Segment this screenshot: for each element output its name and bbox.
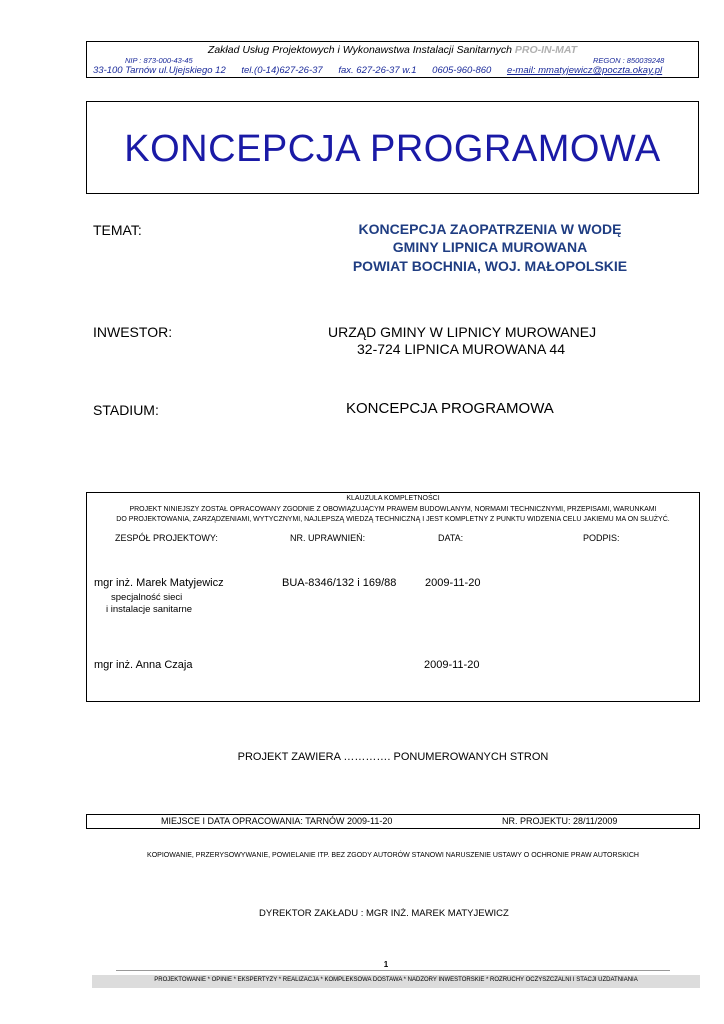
company-header xyxy=(86,41,699,78)
company-fax: fax. 627-26-37 w.1 xyxy=(338,65,417,76)
company-mobile: 0605-960-860 xyxy=(432,65,492,76)
member-1-spec-2: i instalacje sanitarne xyxy=(106,604,193,615)
title-box xyxy=(86,101,699,194)
header-date: DATA: xyxy=(438,533,464,543)
document-title: KONCEPCJA PROGRAMOWA xyxy=(124,128,661,170)
header-license: NR. UPRAWNIEŃ: xyxy=(290,533,366,543)
member-1-spec-1: specjalność sieci xyxy=(111,592,183,603)
klauzula-text-1: PROJEKT NINIEJSZY ZOSTAŁ OPRACOWANY ZGODNIE Z OBOWIĄZUJĄCYM PRAWEM BUDOWLANYM, NORMAMI TECHNICZNYMI, PRZEPISAMI, WARUNKAMI xyxy=(129,506,657,513)
header-signature: PODPIS: xyxy=(583,533,620,543)
inwestor-line-2: 32-724 LIPNICA MUROWANA 44 xyxy=(357,341,566,357)
place-date: MIEJSCE I DATA OPRACOWANIA: TARNÓW 2009-11-20 xyxy=(161,816,393,826)
project-number: NR. PROJEKTU: 28/11/2009 xyxy=(502,816,618,826)
company-phone: tel.(0-14)627-26-37 xyxy=(241,65,323,76)
temat-line-3: POWIAT BOCHNIA, WOJ. MAŁOPOLSKIE xyxy=(352,258,628,274)
place-date-box xyxy=(86,814,700,829)
contact-line xyxy=(93,65,675,76)
member-2-date: 2009-11-20 xyxy=(424,659,480,671)
header-team: ZESPÓŁ PROJEKTOWY: xyxy=(115,533,218,543)
klauzula-text-2: DO PROJEKTOWANIA, ZARZĄDZENIAMI, WYTYCZNYMI, NAJLEPSZĄ WIEDZĄ TECHNICZNĄ I JEST KOMPLETNY Z PUNKTU WIDZENIA CELU JAKIEMU MA ON SŁUŻYĆ. xyxy=(116,516,670,523)
page-number: 1 xyxy=(383,960,389,969)
nip-number: NIP : 873-000-43-45 xyxy=(125,56,193,65)
klauzula-box xyxy=(86,492,700,702)
company-address: 33-100 Tarnów ul.Ujejskiego 12 xyxy=(93,65,226,76)
temat-label: TEMAT: xyxy=(93,222,142,238)
stadium-label: STADIUM: xyxy=(93,402,159,418)
klauzula-title: KLAUZULA KOMPLETNOŚCI xyxy=(346,495,440,502)
company-email-link[interactable]: e-mail: mmatyjewicz@poczta.okay.pl xyxy=(506,65,663,76)
company-name: Zakład Usług Projektowych i Wykonawstwa Instalacji Sanitarnych PRO-IN-MAT xyxy=(207,44,578,56)
temat-line-2: GMINY LIPNICA MUROWANA xyxy=(392,239,588,255)
regon-number: REGON : 850039248 xyxy=(593,56,665,65)
member-2-name: mgr inż. Anna Czaja xyxy=(94,659,193,671)
footer-bar xyxy=(92,975,700,988)
temat-line-1: KONCEPCJA ZAOPATRZENIA W WODĘ xyxy=(358,221,622,237)
inwestor-label: INWESTOR: xyxy=(93,324,173,340)
inwestor-line-1: URZĄD GMINY W LIPNICY MUROWANEJ xyxy=(328,324,597,340)
company-brand: PRO-IN-MAT xyxy=(514,44,578,56)
copyright-notice: KOPIOWANIE, PRZERYSOWYWANIE, POWIELANIE ITP. BEZ ZGODY AUTORÓW STANOWI NARUSZENIE USTAWY O OCHRONIE PRAW AUTORSKICH xyxy=(147,852,639,859)
member-1-date: 2009-11-20 xyxy=(425,577,481,589)
director-line: DYREKTOR ZAKŁADU : MGR INŻ. MAREK MATYJEWICZ xyxy=(259,908,509,919)
member-1-license: BUA-8346/132 i 169/88 xyxy=(282,577,397,589)
pages-note: PROJEKT ZAWIERA …………. PONUMEROWANYCH STRON xyxy=(237,751,549,763)
stadium-value: KONCEPCJA PROGRAMOWA xyxy=(346,400,554,417)
footer-services: PROJEKTOWANIE * OPINIE * EKSPERTYZY * REALIZACJA * KOMPLEKSOWA DOSTAWA * NADZORY INWESTORSKIE * ROZRUCHY OCZYSZCZALNI I STACJI UZDATNIANIA xyxy=(154,977,638,983)
footer-divider xyxy=(116,970,670,971)
member-1-name: mgr inż. Marek Matyjewicz xyxy=(94,577,224,589)
